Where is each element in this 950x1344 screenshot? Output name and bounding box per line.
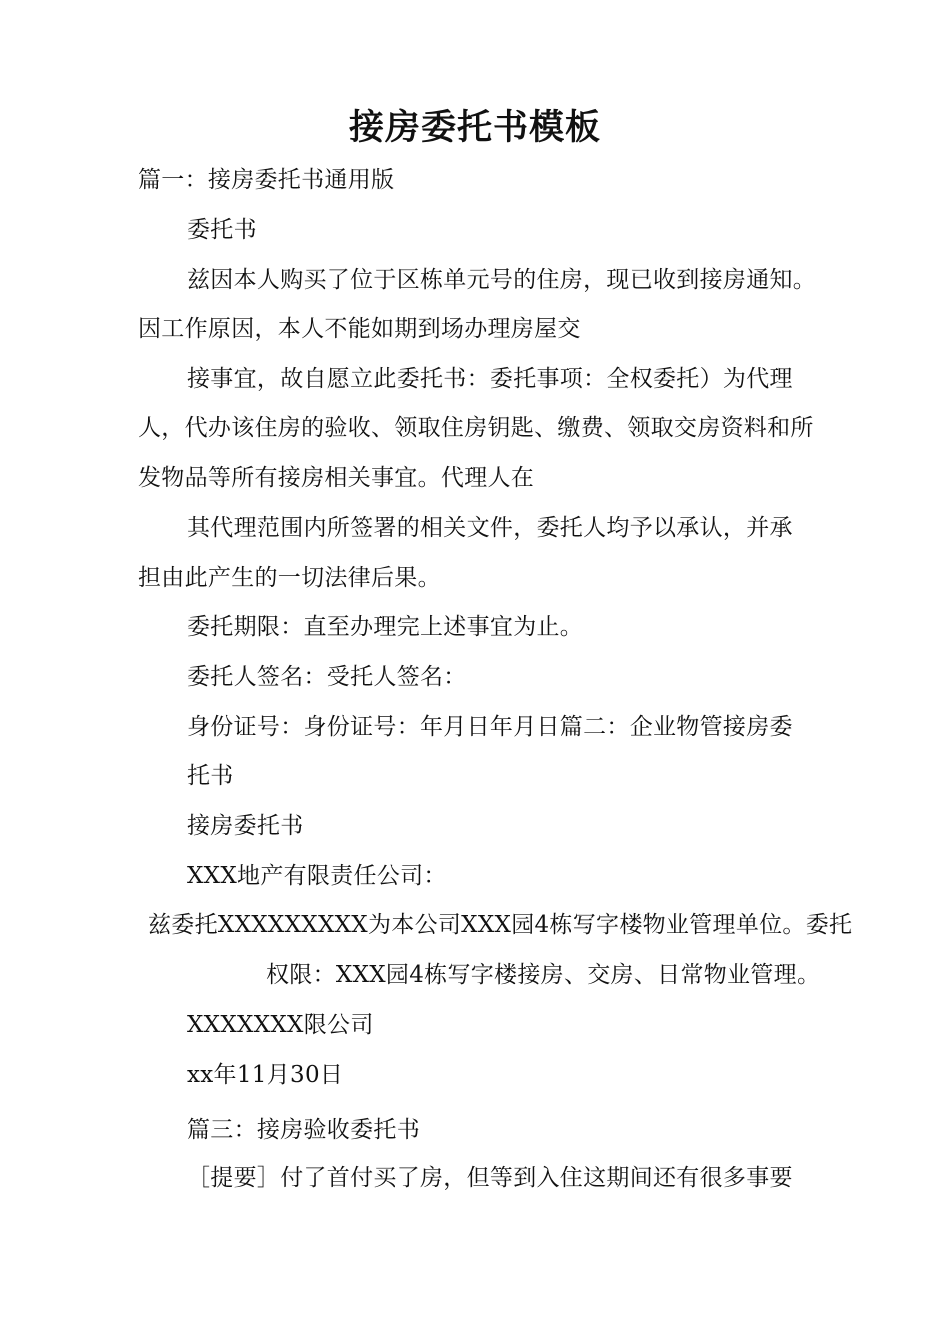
section-heading-1: 篇一：接房委托书通用版 <box>138 167 395 193</box>
paragraph-line: 人，代办该住房的验收、领取住房钥匙、缴费、领取交房资料和所 <box>138 415 814 441</box>
subheading-weituoshu: 委托书 <box>187 217 257 243</box>
paragraph-line: 其代理范围内所签署的相关文件，委托人均予以承认，并承 <box>187 515 793 541</box>
paragraph-line: 因工作原因，本人不能如期到场办理房屋交 <box>138 316 581 342</box>
paragraph-line: 接事宜，故自愿立此委托书：委托事项：全权委托）为代理 <box>187 366 793 392</box>
paragraph-line: 发物品等所有接房相关事宜。代理人在 <box>138 465 535 491</box>
paragraph-line: 权限：XXX园4栋写字楼接房、交房、日常物业管理。 <box>266 962 821 988</box>
addressee-line: XXX地产有限责任公司： <box>187 863 447 889</box>
section-heading-3: 篇三：接房验收委托书 <box>187 1117 420 1143</box>
document-title: 接房委托书模板 <box>348 108 601 148</box>
id-number-line: 身份证号：身份证号：年月日年月日篇二：企业物管接房委 <box>187 714 793 740</box>
subheading-jiefang-weituoshu: 接房委托书 <box>187 813 304 839</box>
paragraph-line: 委托期限：直至办理完上述事宜为止。 <box>187 614 584 640</box>
paragraph-line: 兹因本人购买了位于区栋单元号的住房，现已收到接房通知。 <box>187 267 817 293</box>
date-line: xx年11月30日 <box>187 1062 344 1088</box>
summary-line: ［提要］付了首付买了房，但等到入住这期间还有很多事要 <box>187 1165 793 1191</box>
signature-line: 委托人签名：受托人签名： <box>187 664 467 690</box>
paragraph-line: 担由此产生的一切法律后果。 <box>138 565 441 591</box>
paragraph-line: 兹委托XXXXXXXXX为本公司XXX园4栋写字楼物业管理单位。委托 <box>148 912 853 938</box>
company-signature: XXXXXXX限公司 <box>187 1012 374 1038</box>
paragraph-line: 托书 <box>187 763 234 789</box>
